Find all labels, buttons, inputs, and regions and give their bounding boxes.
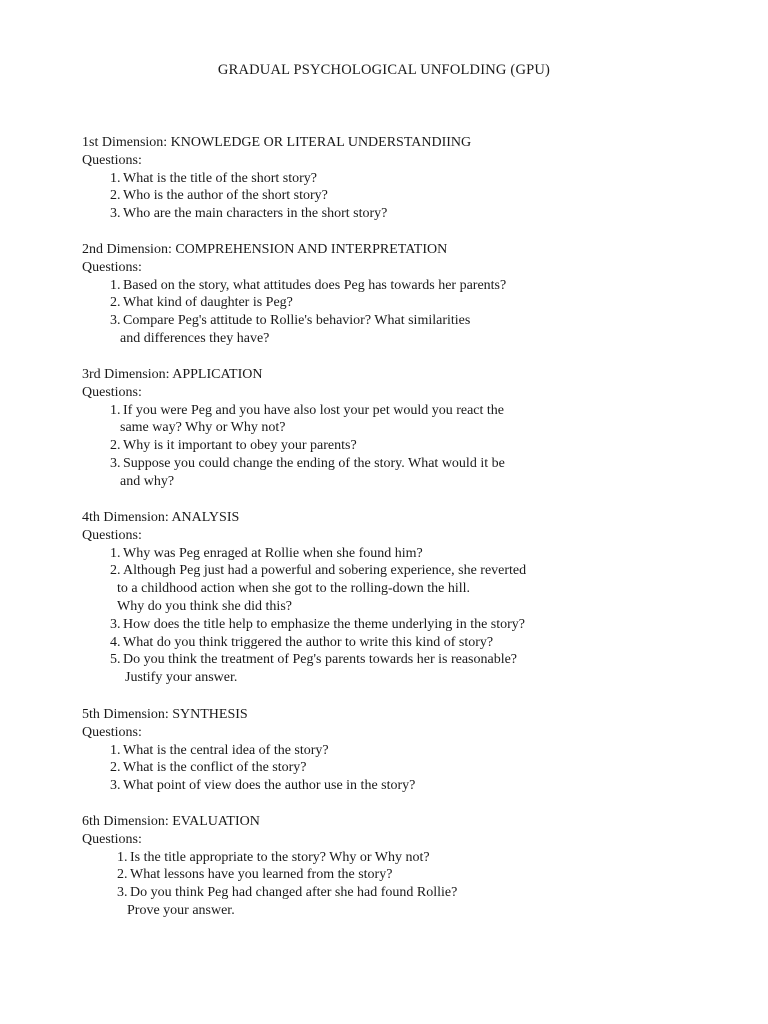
- question-item: [82, 866, 722, 884]
- question-text: Why is it important to obey your parents?: [123, 438, 357, 454]
- question-number: 1.: [110, 402, 121, 418]
- question-item: [82, 294, 722, 312]
- question-item: [82, 205, 722, 223]
- question-item: [82, 742, 722, 760]
- questions-label: Questions:: [82, 527, 142, 543]
- question-text: If you were Peg and you have also lost your pet would you react the: [123, 402, 505, 418]
- questions-label: Questions:: [82, 724, 142, 740]
- question-number: 1.: [110, 742, 121, 758]
- question-text-continued: and why?: [120, 473, 175, 489]
- question-item: [82, 277, 722, 295]
- question-text: What point of view does the author use in the story?: [123, 778, 416, 794]
- question-number: 3.: [117, 885, 128, 901]
- questions-label: Questions:: [82, 259, 142, 275]
- question-item: [82, 545, 722, 563]
- question-item: [82, 777, 722, 795]
- question-list: [82, 545, 722, 687]
- question-number: 2.: [110, 563, 121, 579]
- question-text: Why was Peg enraged at Rollie when she found him?: [123, 545, 423, 561]
- questions-label: Questions:: [82, 384, 142, 400]
- question-text: Based on the story, what attitudes does Peg has towards her parents?: [123, 277, 507, 293]
- question-text: What do you think triggered the author to write this kind of story?: [123, 634, 494, 650]
- question-number: 3.: [110, 455, 121, 471]
- question-text: Do you think Peg had changed after she had found Rollie?: [130, 885, 458, 901]
- dimension-section-3: [82, 366, 722, 491]
- question-number: 1.: [110, 170, 121, 186]
- dimension-heading: 2nd Dimension: COMPREHENSION AND INTERPRETATION: [82, 242, 448, 257]
- question-number: 3.: [110, 313, 121, 329]
- dimension-section-6: [82, 813, 722, 920]
- question-list: [82, 170, 722, 223]
- question-text-continued: same way? Why or Why not?: [120, 420, 286, 436]
- question-text: How does the title help to emphasize the theme underlying in the story?: [123, 616, 526, 632]
- question-text-continued: and differences they have?: [120, 330, 270, 346]
- dimension-section-1: [82, 134, 722, 223]
- question-item: [82, 170, 722, 188]
- dimension-section-4: [82, 509, 722, 687]
- dimension-heading: 6th Dimension: EVALUATION: [82, 814, 260, 829]
- question-text-continued: to a childhood action when she got to the rolling-down the hill.: [117, 581, 471, 597]
- question-text: What is the title of the short story?: [123, 170, 318, 186]
- question-item: [82, 759, 722, 777]
- question-number: 4.: [110, 634, 121, 650]
- questions-label: Questions:: [82, 152, 142, 168]
- questions-label: Questions:: [82, 831, 142, 847]
- question-text: What is the central idea of the story?: [123, 742, 329, 758]
- question-number: 2.: [110, 760, 121, 776]
- dimension-heading: 4th Dimension: ANALYSIS: [82, 510, 240, 525]
- dimension-section-2: [82, 241, 722, 348]
- question-number: 3.: [110, 778, 121, 794]
- question-number: 5.: [110, 652, 121, 668]
- question-item: [82, 402, 722, 438]
- question-text: Suppose you could change the ending of the story. What would it be: [123, 455, 505, 471]
- question-number: 2.: [110, 438, 121, 454]
- question-number: 1.: [117, 849, 128, 865]
- document-title: GRADUAL PSYCHOLOGICAL UNFOLDING (GPU): [217, 62, 551, 78]
- question-number: 2.: [117, 867, 128, 883]
- question-number: 1.: [110, 277, 121, 293]
- question-text: What kind of daughter is Peg?: [123, 295, 293, 311]
- dimension-heading: 3rd Dimension: APPLICATION: [82, 367, 263, 382]
- question-text: Compare Peg's attitude to Rollie's behavior? What similarities: [123, 313, 471, 329]
- question-item: [82, 455, 722, 491]
- question-number: 1.: [110, 545, 121, 561]
- question-text: Is the title appropriate to the story? Why or Why not?: [130, 849, 430, 865]
- question-text: Although Peg just had a powerful and sobering experience, she reverted: [123, 563, 527, 579]
- question-list: [82, 849, 722, 920]
- question-text: Who are the main characters in the short story?: [123, 206, 388, 222]
- question-item: [82, 562, 722, 615]
- question-item: [82, 616, 722, 634]
- question-text: What is the conflict of the story?: [123, 760, 307, 776]
- question-text: Who is the author of the short story?: [123, 188, 328, 204]
- question-text-continued: Prove your answer.: [127, 902, 235, 918]
- dimension-heading: 5th Dimension: SYNTHESIS: [82, 707, 248, 722]
- question-item: [82, 849, 722, 867]
- question-number: 2.: [110, 188, 121, 204]
- question-text-continued: Justify your answer.: [125, 670, 238, 686]
- question-text-continued: Why do you think she did this?: [117, 598, 292, 614]
- dimension-section-5: [82, 706, 722, 795]
- question-item: [82, 884, 722, 920]
- question-number: 2.: [110, 295, 121, 311]
- question-text: Do you think the treatment of Peg's parents towards her is reasonable?: [123, 652, 518, 668]
- question-text: What lessons have you learned from the story?: [130, 867, 393, 883]
- question-number: 3.: [110, 616, 121, 632]
- question-item: [82, 634, 722, 652]
- question-item: [82, 651, 722, 687]
- question-number: 3.: [110, 206, 121, 222]
- question-list: [82, 402, 722, 491]
- question-item: [82, 187, 722, 205]
- dimension-heading: 1st Dimension: KNOWLEDGE OR LITERAL UNDERSTANDIING: [82, 135, 472, 150]
- question-list: [82, 277, 722, 348]
- question-item: [82, 312, 722, 348]
- question-item: [82, 437, 722, 455]
- question-list: [82, 742, 722, 795]
